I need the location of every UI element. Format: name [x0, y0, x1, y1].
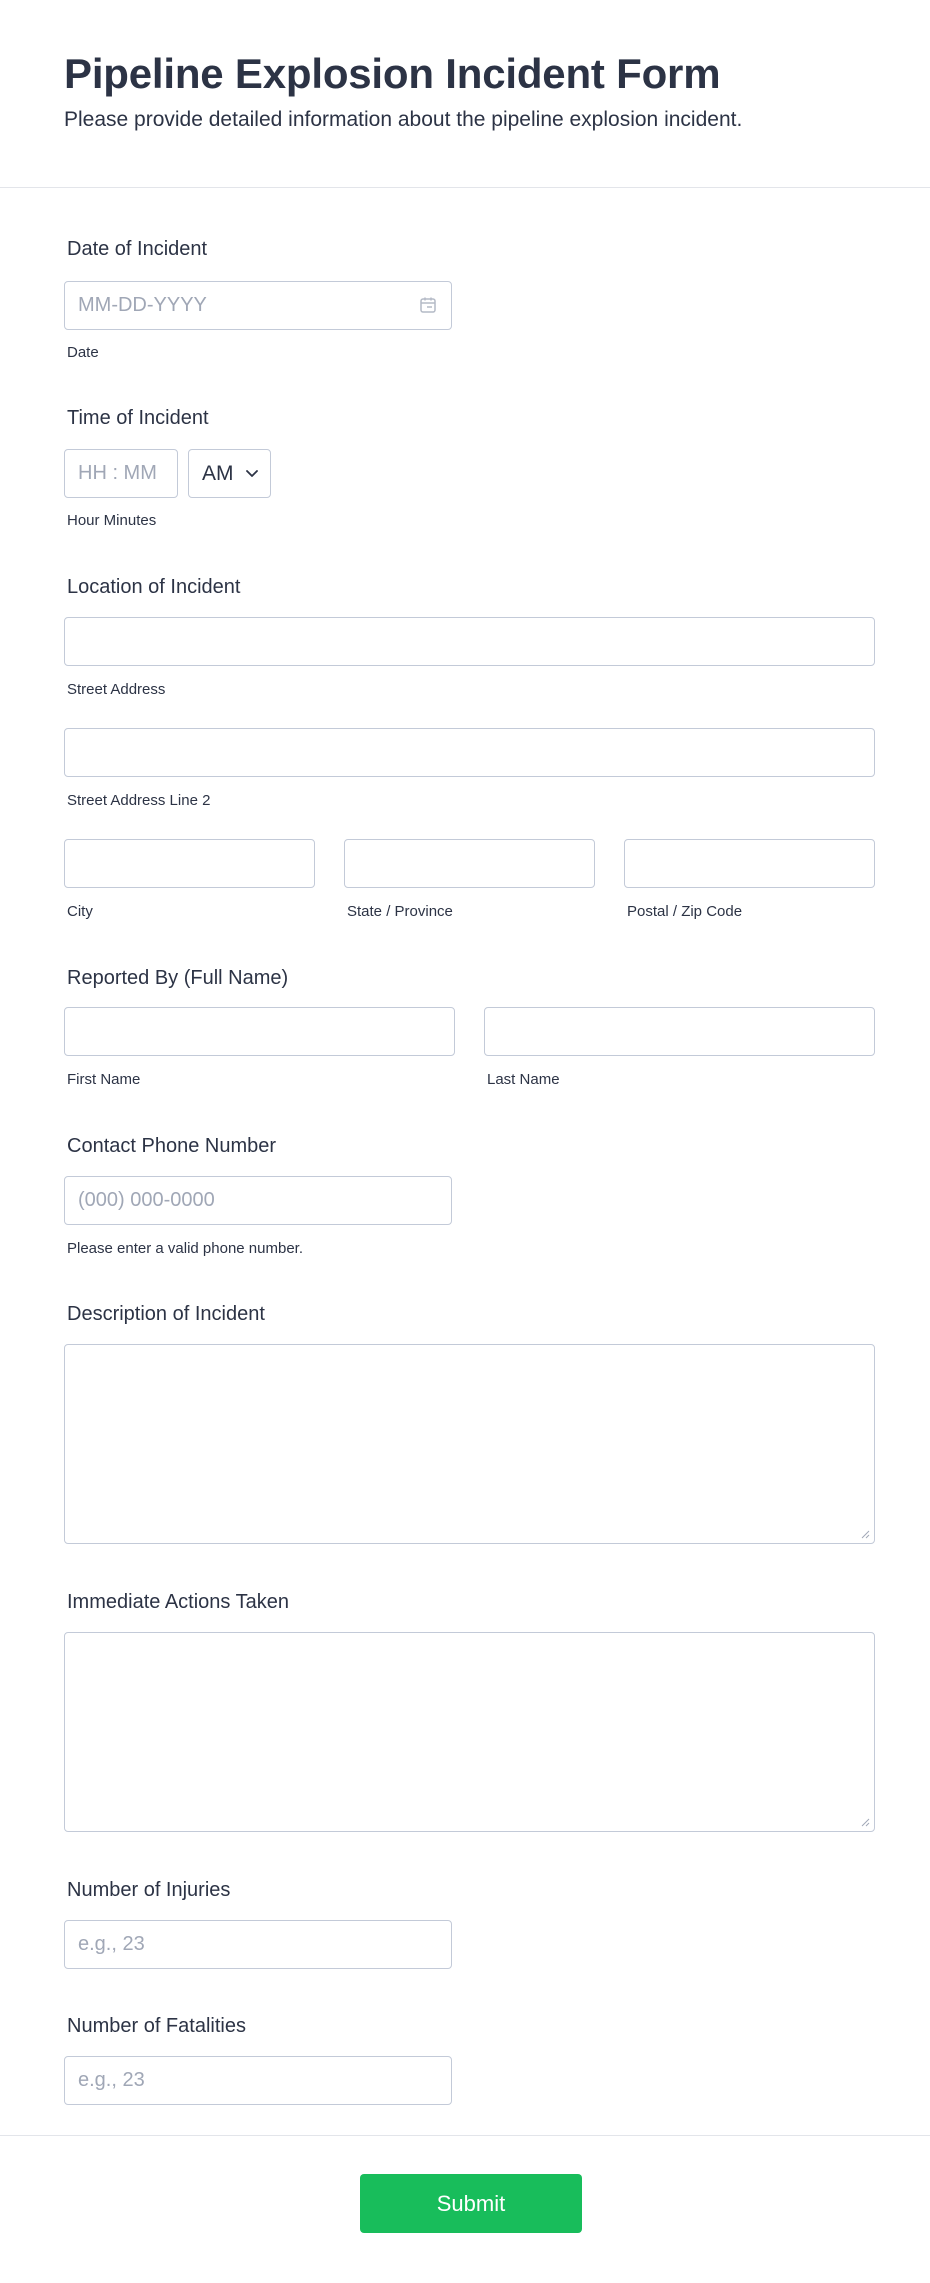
date-of-incident-label: Date of Incident [67, 238, 208, 260]
phone-input[interactable] [64, 1176, 452, 1225]
street-address-line2-sublabel: Street Address Line 2 [67, 792, 211, 809]
zip-sublabel: Postal / Zip Code [627, 903, 743, 920]
phone-label: Contact Phone Number [67, 1135, 277, 1157]
first-name-input[interactable] [64, 1007, 455, 1056]
reported-by-label: Reported By (Full Name) [67, 967, 289, 989]
fatalities-input[interactable] [64, 2056, 452, 2105]
injuries-input[interactable] [64, 1920, 452, 1969]
city-sublabel: City [67, 903, 93, 920]
description-label: Description of Incident [67, 1303, 265, 1325]
street-address-line2-input[interactable] [64, 728, 875, 777]
last-name-input[interactable] [484, 1007, 875, 1056]
injuries-label: Number of Injuries [67, 1879, 231, 1901]
street-address-input[interactable] [64, 617, 875, 666]
time-sublabel: Hour Minutes [67, 512, 157, 529]
time-input[interactable] [64, 449, 178, 498]
date-sublabel: Date [67, 344, 99, 361]
ampm-value: AM [202, 461, 234, 485]
state-input[interactable] [344, 839, 595, 888]
calendar-icon[interactable] [419, 296, 437, 314]
date-input[interactable] [64, 281, 452, 330]
submit-button[interactable]: Submit [360, 2174, 582, 2233]
fatalities-label: Number of Fatalities [67, 2015, 246, 2037]
time-of-incident-label: Time of Incident [67, 407, 209, 429]
zip-input[interactable] [624, 839, 875, 888]
actions-textarea[interactable] [64, 1632, 875, 1832]
street-address-sublabel: Street Address [67, 681, 166, 698]
location-label: Location of Incident [67, 576, 241, 598]
form-subtitle: Please provide detailed information about the pipeline explosion incident. [64, 108, 743, 131]
ampm-select[interactable] [188, 449, 271, 498]
chevron-down-icon [245, 467, 259, 481]
first-name-sublabel: First Name [67, 1071, 141, 1088]
form-header [0, 0, 930, 188]
description-textarea[interactable] [64, 1344, 875, 1544]
city-input[interactable] [64, 839, 315, 888]
resize-grip-icon[interactable] [860, 1529, 870, 1539]
state-sublabel: State / Province [347, 903, 453, 920]
resize-grip-icon[interactable] [860, 1817, 870, 1827]
phone-sublabel: Please enter a valid phone number. [67, 1240, 303, 1257]
last-name-sublabel: Last Name [487, 1071, 560, 1088]
form-title: Pipeline Explosion Incident Form [64, 50, 721, 97]
actions-label: Immediate Actions Taken [67, 1591, 289, 1613]
